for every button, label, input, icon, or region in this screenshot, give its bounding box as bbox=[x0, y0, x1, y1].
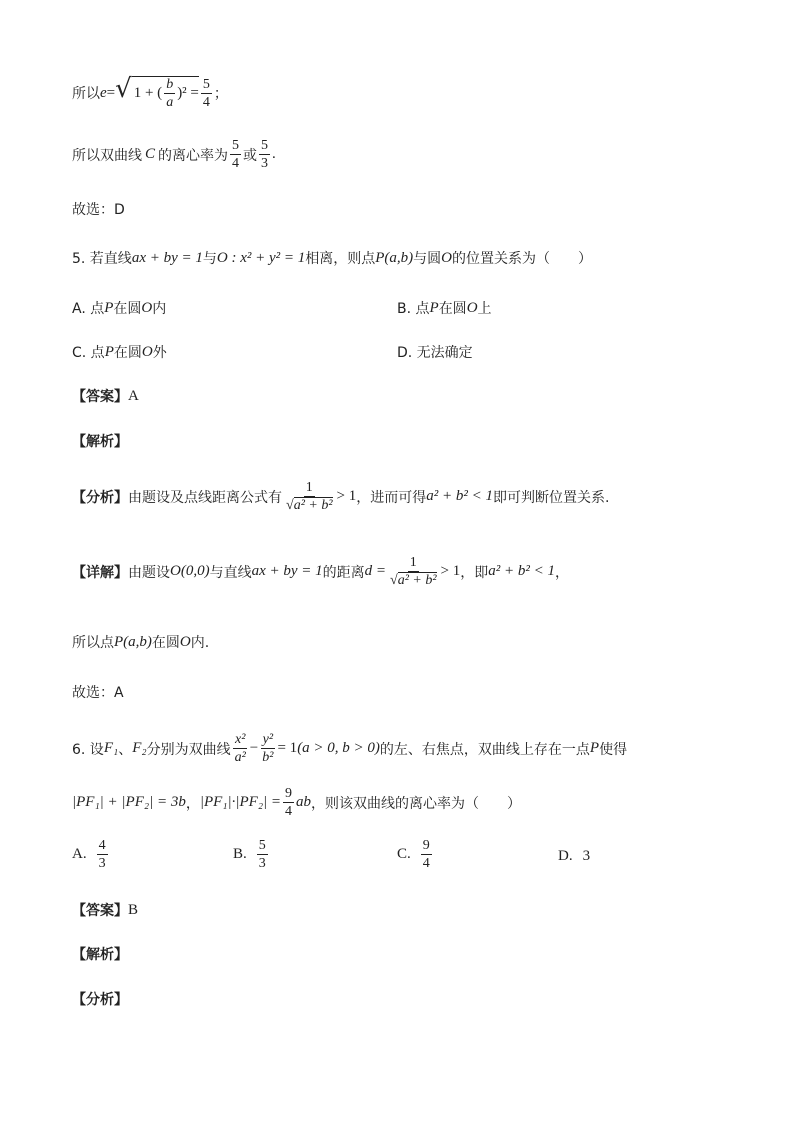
eccentricity-result-line: 所以双曲线 C 的离心率为 $\frac{5}{4}$ 或 $\frac{5}{3}$ . bbox=[72, 138, 276, 172]
q6-stem: 6. 设 F₁ 、 F₂ 分别为双曲线 $\frac{\text{x²}}{\text{a²}}$ − $\frac{\text{y²}}{\text{b²}}$ = 1 (a > 0, b > 0) 的左、右焦点，双曲线上存在一点 P 使得 bbox=[72, 732, 628, 766]
var-e: e bbox=[100, 84, 107, 101]
fraction-9-4: $\frac{9}{4}$ bbox=[285, 786, 293, 820]
q6-analysis-heading: 【解析】 bbox=[72, 947, 128, 963]
sqrt-expression bbox=[115, 76, 199, 111]
q5-analysis-heading: 【解析】 bbox=[72, 434, 128, 450]
sqrt-inner: 1 + ( bbox=[133, 85, 163, 102]
q5-option-a[interactable]: A. 点 P 在圆 O 内 bbox=[72, 299, 167, 317]
radical-sign: √ bbox=[115, 74, 132, 104]
q5-stem: 5. 若直线 ax + by = 1 与 O : x² + y² = 1 相离，则点 P(a,b) 与圆 O 的位置关系为（ ） bbox=[72, 249, 593, 267]
q6-fenxi-heading: 【分析】 bbox=[72, 992, 128, 1008]
fraction-distance: $\frac{1}{\text{√a² + b²}}$ bbox=[286, 480, 333, 514]
q5-choose: 故选：A bbox=[72, 685, 124, 701]
q5-fenxi: 【分析】 由题设及点线距离公式有 $\frac{1}{\text{√a² + b²}}$ > 1 ，进而可得 a² + b² < 1 即可判断位置关系. bbox=[72, 480, 610, 514]
fraction-x2-a2: $\frac{\text{x²}}{\text{a²}}$ bbox=[234, 732, 246, 766]
q5-option-b[interactable]: B. 点 P 在圆 O 上 bbox=[397, 299, 492, 317]
q6-option-d[interactable]: D. 3 bbox=[558, 848, 591, 864]
q6-answer: 【答案】 B bbox=[72, 901, 139, 919]
fraction-5-4: $\frac{5}{4}$ bbox=[202, 76, 210, 110]
fraction-b-over-a: $\frac{b}{a}$ bbox=[166, 77, 174, 111]
q5-option-c[interactable]: C. 点 P 在圆 O 外 bbox=[72, 343, 167, 361]
choose-answer-prev: 故选：D bbox=[72, 202, 125, 218]
q5-conclusion: 所以点 P(a,b) 在圆 O 内. bbox=[72, 633, 210, 651]
q6-option-b[interactable]: B. $\frac{5}{3}$ bbox=[233, 838, 266, 872]
q5-xiangjie: 【详解】 由题设 O(0,0) 与直线 ax + by = 1 的距离 d = $\frac{1}{\text{√a² + b²}}$ > 1 ，即 a² + b² < 1 ， bbox=[72, 555, 570, 589]
text: 所以 bbox=[72, 86, 100, 103]
fraction-y2-b2: $\frac{\text{y²}}{\text{b²}}$ bbox=[262, 732, 274, 766]
q6-condition-line: |PF₁| + |PF₂| = 3b ， |PF₁|·|PF₂| = $\frac{9}{4}$ ab ，则该双曲线的离心率为（ ） bbox=[72, 786, 522, 820]
q5-answer: 【答案】 A bbox=[72, 387, 139, 405]
sqrt-close: )² = bbox=[177, 85, 199, 102]
q6-option-c[interactable]: C. $\frac{9}{4}$ bbox=[397, 838, 430, 872]
eccentricity-formula-line: 所以 e = √ 1 + ( $\frac{b}{a}$ )² = $\frac{5}{4}$ ； bbox=[72, 74, 228, 111]
equals: = bbox=[106, 84, 116, 101]
q6-option-a[interactable]: A. $\frac{4}{3}$ bbox=[72, 838, 106, 872]
q5-option-d[interactable]: D. 无法确定 bbox=[397, 345, 473, 361]
fraction-5-4: $\frac{5}{4}$ bbox=[232, 138, 240, 172]
fraction-5-3: $\frac{5}{3}$ bbox=[261, 138, 269, 172]
fraction-distance: $\frac{1}{\text{√a² + b²}}$ bbox=[390, 555, 437, 589]
